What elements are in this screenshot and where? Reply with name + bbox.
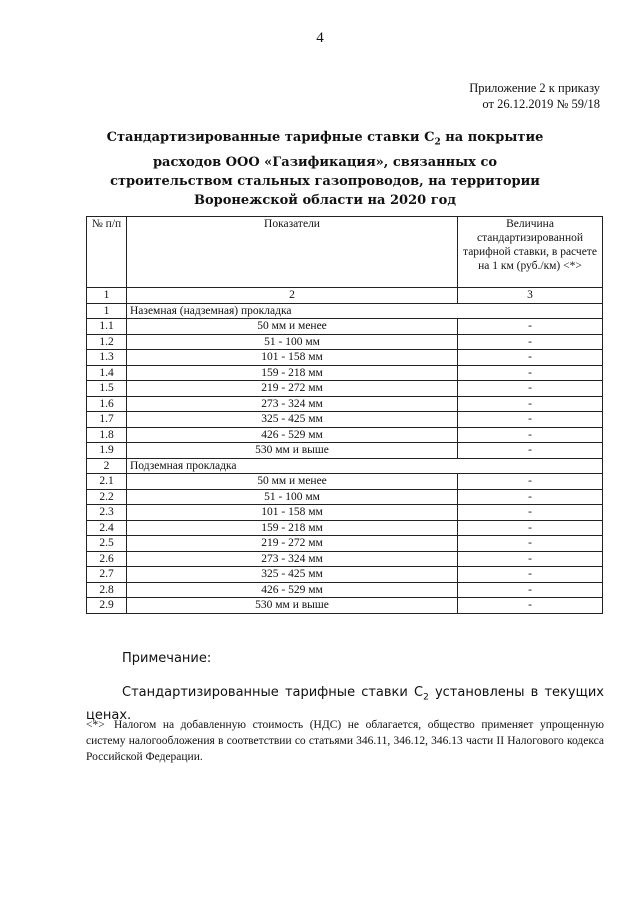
title-part-2: на покрытие расходов ООО «Газификация», связанных со строительством стальных газопроводов, на территории Воронежской области на 2020 год	[110, 130, 544, 208]
row-name: 50 мм и менее	[127, 474, 458, 490]
note-heading: Примечание:	[122, 651, 212, 666]
row-num: 2.5	[87, 536, 127, 552]
row-num: 2.2	[87, 489, 127, 505]
row-value: -	[458, 489, 603, 505]
row-name: 426 - 529 мм	[127, 427, 458, 443]
row-value: -	[458, 396, 603, 412]
row-num: 2.1	[87, 474, 127, 490]
table-row	[87, 520, 603, 536]
row-num: 1.5	[87, 381, 127, 397]
row-num: 2.7	[87, 567, 127, 583]
section-name: Подземная прокладка	[127, 458, 603, 474]
row-name: 159 - 218 мм	[127, 365, 458, 381]
note-text-part-2: установлены в текущих ценах.	[86, 685, 604, 723]
table-row	[87, 551, 603, 567]
row-name: 530 мм и выше	[127, 598, 458, 614]
section-row	[87, 458, 603, 474]
footnote-mark: <*>	[86, 719, 105, 731]
row-num: 2.9	[87, 598, 127, 614]
row-num: 2.8	[87, 582, 127, 598]
row-value: -	[458, 567, 603, 583]
row-num: 1.8	[87, 427, 127, 443]
row-name: 426 - 529 мм	[127, 582, 458, 598]
row-value: -	[458, 520, 603, 536]
row-value: -	[458, 427, 603, 443]
row-name: 51 - 100 мм	[127, 334, 458, 350]
row-name: 219 - 272 мм	[127, 536, 458, 552]
row-num: 1.1	[87, 319, 127, 335]
table-row	[87, 505, 603, 521]
row-value: -	[458, 350, 603, 366]
table-row	[87, 443, 603, 459]
section-row	[87, 303, 603, 319]
header-value: Величина стандартизированной тарифной ставки, в расчете на 1 км (руб./км) <*>	[458, 217, 603, 288]
note-subscript: 2	[423, 692, 429, 703]
row-name: 101 - 158 мм	[127, 505, 458, 521]
row-value: -	[458, 443, 603, 459]
column-number: 3	[458, 288, 603, 304]
row-num: 2.3	[87, 505, 127, 521]
row-value: -	[458, 474, 603, 490]
column-numbers-row	[87, 288, 603, 304]
row-num: 1.4	[87, 365, 127, 381]
row-name: 50 мм и менее	[127, 319, 458, 335]
section-number: 2	[87, 458, 127, 474]
note-text-part-1: Стандартизированные тарифные ставки С	[122, 685, 424, 700]
table-row	[87, 582, 603, 598]
row-value: -	[458, 381, 603, 397]
rates-table	[86, 216, 603, 614]
appendix-line-2: от 26.12.2019 № 59/18	[482, 97, 600, 111]
column-number: 1	[87, 288, 127, 304]
table-row	[87, 350, 603, 366]
table-row	[87, 319, 603, 335]
row-value: -	[458, 412, 603, 428]
row-value: -	[458, 598, 603, 614]
row-num: 1.2	[87, 334, 127, 350]
row-name: 159 - 218 мм	[127, 520, 458, 536]
row-value: -	[458, 365, 603, 381]
row-value: -	[458, 334, 603, 350]
row-num: 2.4	[87, 520, 127, 536]
column-number: 2	[127, 288, 458, 304]
header-number: № п/п	[87, 217, 127, 288]
table-row	[87, 427, 603, 443]
row-name: 51 - 100 мм	[127, 489, 458, 505]
row-value: -	[458, 536, 603, 552]
table-row	[87, 536, 603, 552]
table-row	[87, 598, 603, 614]
table-row	[87, 567, 603, 583]
title-subscript: 2	[434, 137, 441, 148]
section-number: 1	[87, 303, 127, 319]
row-name: 273 - 324 мм	[127, 551, 458, 567]
row-name: 325 - 425 мм	[127, 567, 458, 583]
row-num: 1.6	[87, 396, 127, 412]
row-num: 1.7	[87, 412, 127, 428]
row-value: -	[458, 551, 603, 567]
row-name: 101 - 158 мм	[127, 350, 458, 366]
table-row	[87, 489, 603, 505]
row-name: 273 - 324 мм	[127, 396, 458, 412]
row-value: -	[458, 505, 603, 521]
title-part-1: Стандартизированные тарифные ставки С	[106, 130, 435, 145]
row-name: 530 мм и выше	[127, 443, 458, 459]
table-row	[87, 474, 603, 490]
header-indicator: Показатели	[127, 217, 458, 288]
appendix-reference	[469, 80, 600, 112]
table-row	[87, 396, 603, 412]
table-row	[87, 381, 603, 397]
document-title	[95, 128, 555, 210]
table-header-row	[87, 217, 603, 288]
table-row	[87, 334, 603, 350]
footnote	[86, 717, 604, 765]
row-num: 1.3	[87, 350, 127, 366]
row-name: 219 - 272 мм	[127, 381, 458, 397]
row-num: 2.6	[87, 551, 127, 567]
table-row	[87, 365, 603, 381]
section-name: Наземная (надземная) прокладка	[127, 303, 603, 319]
page-number: 4	[316, 30, 324, 46]
row-name: 325 - 425 мм	[127, 412, 458, 428]
footnote-text: Налогом на добавленную стоимость (НДС) не облагается, общество применяет упрощенную систему налогообложения в соответствии со статьями 346.11, 346.12, 346.13 части II Налогового кодекса Российской Федерации.	[86, 719, 604, 763]
row-value: -	[458, 582, 603, 598]
table-row	[87, 412, 603, 428]
row-num: 1.9	[87, 443, 127, 459]
appendix-line-1: Приложение 2 к приказу	[469, 81, 600, 95]
row-value: -	[458, 319, 603, 335]
